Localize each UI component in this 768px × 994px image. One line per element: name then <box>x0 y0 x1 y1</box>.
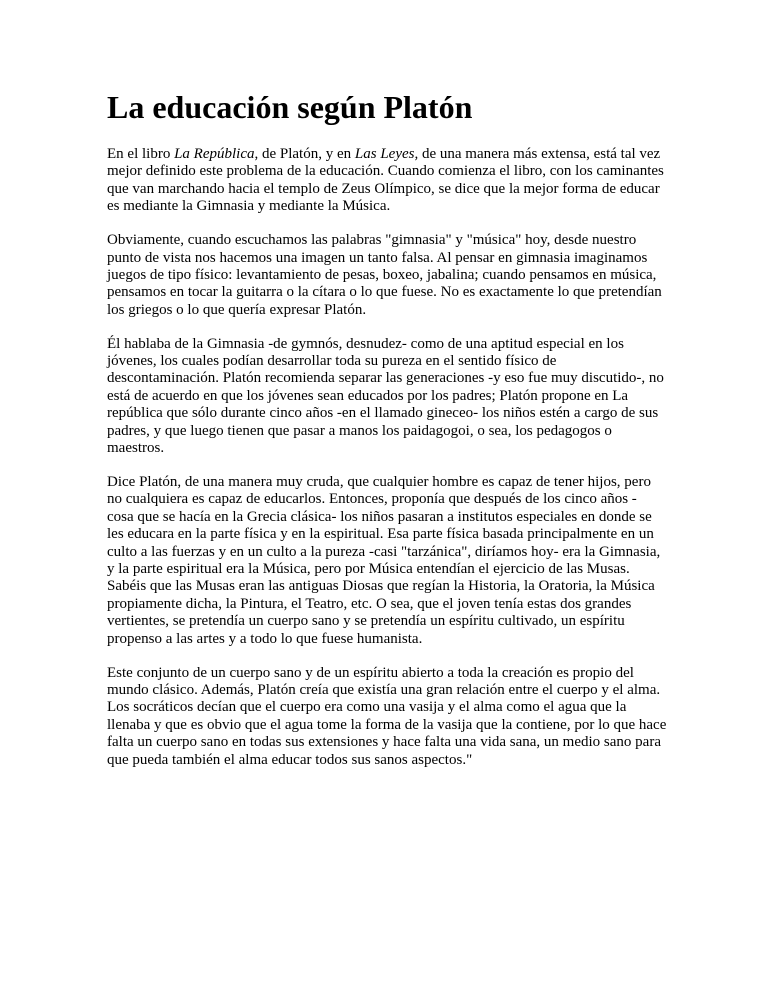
paragraph-3: Él hablaba de la Gimnasia -de gymnós, desnudez- como de una aptitud especial en los jóvenes, los cuales podían desarrollar toda su pureza en el sentido físico de descontaminación. Platón recomienda separar las generaciones -y eso fue muy discutido-, no está de acuerdo en que los jóvenes sean educados por los padres; Platón propone en La república que sólo durante cinco años -en el llamado gineceo- los niños estén a cargo de sus padres, y que luego tienen que pasar a manos los paidagogoi, o sea, los pedagogos o maestros. <box>107 335 664 457</box>
document-body <box>107 88 667 786</box>
book-title-las-leyes: Las Leyes, <box>354 146 419 162</box>
paragraph-4: Dice Platón, de una manera muy cruda, que cualquier hombre es capaz de tener hijos, pero no cualquiera es capaz de educarlos. Entonces, proponía que después de los cinco años - cosa que se hacía en la Grecia clásica- los niños pasaran a institutos especiales en donde se les educara en la parte física y en la espiritual. Esa parte física basada principalmente en un culto a las fuerzas y en un culto a la pureza -casi "tarzánica", diríamos hoy- era la Gimnasia, y la parte espiritual era la Música, pero por Música entendían el ejercicio de las Musas. Sabéis que las Musas eran las antiguas Diosas que regían la Historia, la Oratoria, la Música propiamente dicha, la Pintura, el Teatro, etc. O sea, que el joven tenía estas dos grandes vertientes, se pretendía un cuerpo sano y se pretendía un espíritu cultivado, un espíritu propenso a las artes y a todo lo que fuese humanista. <box>107 474 661 647</box>
paragraph-5: Este conjunto de un cuerpo sano y de un espíritu abierto a toda la creación es propio del mundo clásico. Además, Platón creía que existía una gran relación entre el cuerpo y el alma. Los socráticos decían que el cuerpo era como una vasija y el alma como el agua que la llenaba y que es obvio que el agua tome la forma de la vasija que la contiene, por lo que hace falta un cuerpo sano en todas sus extensiones y hace falta una vida sana, un medio sano para que pueda también el alma educar todos sus sanos aspectos." <box>107 664 667 768</box>
paragraph-1-text-c: de una manera más extensa, está tal vez mejor definido este problema de la educación. Cuando comienza el libro, con los caminantes que van marchando hacia el templo de Zeus Olímpico, se dice que la mejor forma de educar es mediante la Gimnasia y mediante la Música. <box>107 146 664 215</box>
book-title-la-republica: La República <box>174 146 255 162</box>
document-title: La educación según Platón <box>107 89 473 125</box>
paragraph-2: Obviamente, cuando escuchamos las palabras "gimnasia" y "música" hoy, desde nuestro punto de vista nos hacemos una imagen un tanto falsa. Al pensar en gimnasia imaginamos juegos de tipo físico: levantamiento de pesas, boxeo, jabalina; cuando pensamos en música, pensamos en tocar la guitarra o la cítara o lo que fuese. No es exactamente lo que pretendían los griegos o lo que quería expresar Platón. <box>107 232 662 318</box>
paragraph-1 <box>107 146 667 216</box>
paragraph-1-text-a: En el libro <box>107 146 175 162</box>
paragraph-1-text-b: , de Platón, y en <box>254 146 355 162</box>
